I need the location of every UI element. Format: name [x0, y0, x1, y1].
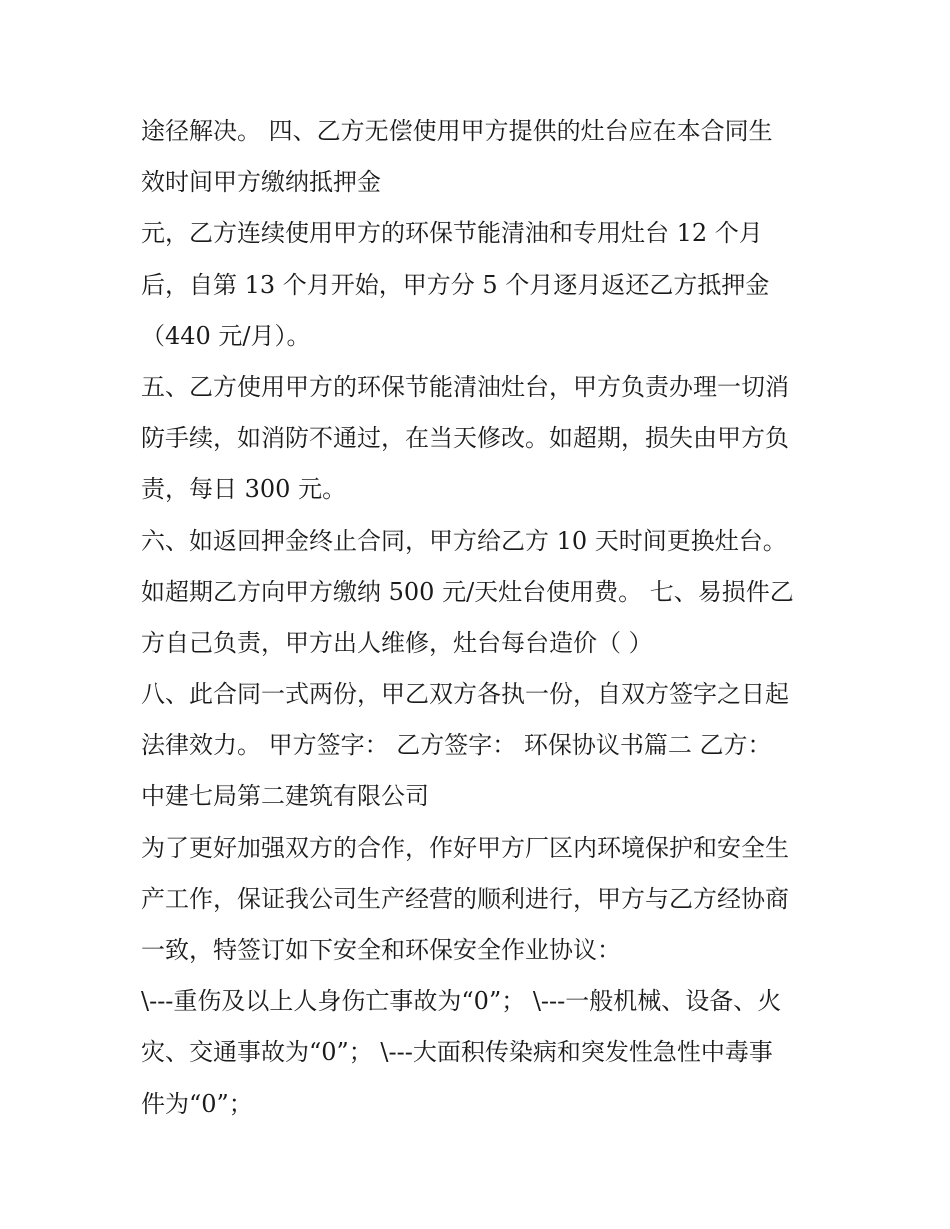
text-line: 途径解决。 四、乙方无偿使用甲方提供的灶台应在本合同生: [141, 117, 773, 145]
text-line: \---重伤及以上人身伤亡事故为“0”； \---一般机械、设备、火: [141, 987, 782, 1016]
text-line: 灾、交通事故为“0”； \---大面积传染病和突发性急性中毒事: [141, 1038, 773, 1067]
text-line: 中建七局第二建筑有限公司: [141, 782, 429, 811]
text-line: 六、如返回押金终止合同，甲方给乙方 10 天时间更换灶台。: [141, 526, 787, 555]
text-line: 后，自第 13 个月开始，甲方分 5 个月逐月返还乙方抵押金: [141, 270, 770, 299]
text-line: 元，乙方连续使用甲方的环保节能清油和专用灶台 12 个月: [141, 219, 763, 248]
text-line: 产工作，保证我公司生产经营的顺利进行，甲方与乙方经协商: [141, 884, 789, 913]
text-line: 法律效力。 甲方签字： 乙方签字： 环保协议书篇二 乙方：: [141, 731, 772, 760]
text-line: 方自己负责，甲方出人维修，灶台每台造价（ ）: [141, 628, 653, 657]
text-line: 件为“0”；: [141, 1089, 253, 1118]
text-line: 一致，特签订如下安全和环保安全作业协议：: [141, 936, 621, 964]
text-line: 责，每日 300 元。: [141, 475, 347, 504]
text-line: 如超期乙方向甲方缴纳 500 元/天灶台使用费。 七、易损件乙: [141, 577, 794, 606]
text-line: 八、此合同一式两份，甲乙双方各执一份，自双方签字之日起: [141, 680, 789, 709]
text-line: 效时间甲方缴纳抵押金: [141, 168, 381, 197]
text-line: 防手续，如消防不通过，在当天修改。如超期，损失由甲方负: [141, 424, 789, 453]
text-line: （440 元/月）。: [141, 321, 311, 350]
text-line: 五、乙方使用甲方的环保节能清油灶台，甲方负责办理一切消: [141, 372, 789, 401]
document-body: [141, 106, 831, 1130]
text-line: 为了更好加强双方的合作，作好甲方厂区内环境保护和安全生: [141, 833, 789, 862]
